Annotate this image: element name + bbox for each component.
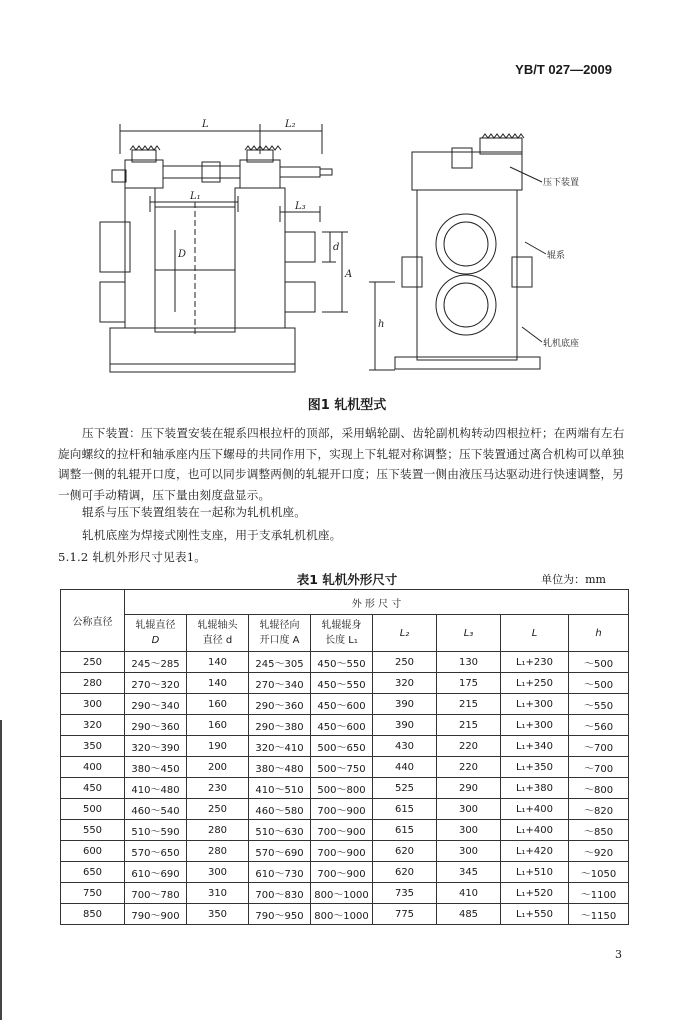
table-cell: 300	[437, 799, 501, 820]
table-cell: 250	[373, 652, 437, 673]
table-cell: 700～900	[311, 820, 373, 841]
table-cell: 570～650	[125, 841, 187, 862]
right-gearbox	[240, 160, 280, 188]
table-cell: 200	[187, 757, 249, 778]
table-cell: 290～380	[249, 715, 311, 736]
table-row	[61, 841, 629, 862]
upper-roll	[436, 214, 496, 274]
table-cell: 390	[373, 715, 437, 736]
table-cell: L₁+550	[501, 904, 569, 925]
label-L2: L₂	[285, 119, 296, 130]
table-cell: 700～900	[311, 841, 373, 862]
table-cell: 500～750	[311, 757, 373, 778]
table-cell: 280	[187, 841, 249, 862]
table-cell: 175	[437, 673, 501, 694]
table-row	[61, 904, 629, 925]
clause-5-1-2: 5.1.2 轧机外形尺寸见表1。	[58, 550, 207, 564]
table-cell: ～500	[569, 673, 629, 694]
table-cell: 850	[61, 904, 125, 925]
column-header: L₃	[437, 615, 501, 652]
table-cell: 220	[437, 736, 501, 757]
column-header: 轧辊径向 开口度 A	[249, 615, 311, 652]
table-cell: L₁+300	[501, 694, 569, 715]
column-header: 轧辊直径 D	[125, 615, 187, 652]
table-cell: 270～340	[249, 673, 311, 694]
table-cell: 570～690	[249, 841, 311, 862]
table-cell: 610～730	[249, 862, 311, 883]
table-cell: 160	[187, 715, 249, 736]
table-cell: 600	[61, 841, 125, 862]
column-header-row	[61, 615, 629, 652]
paragraph-mill-base: 轧机底座为焊接式刚性支座，用于支承轧机机座。	[82, 528, 342, 542]
label-L1: L₁	[190, 191, 201, 202]
table-row	[61, 820, 629, 841]
table-cell: 290～360	[125, 715, 187, 736]
table-row	[61, 883, 629, 904]
table-row	[61, 862, 629, 883]
table-cell: 230	[187, 778, 249, 799]
column-header: h	[569, 615, 629, 652]
column-header: 轧辊轴头 直径 d	[187, 615, 249, 652]
label-L: L	[202, 119, 209, 130]
table-cell: 440	[373, 757, 437, 778]
table-row	[61, 694, 629, 715]
table-cell: 290	[437, 778, 501, 799]
figure-caption: 图1 轧机型式	[307, 398, 387, 413]
table-cell: 460～540	[125, 799, 187, 820]
table-cell: 800～1000	[311, 883, 373, 904]
table-cell: ～700	[569, 757, 629, 778]
table-cell: 430	[373, 736, 437, 757]
table-row	[61, 799, 629, 820]
table-cell: 460～580	[249, 799, 311, 820]
table-cell: 320～390	[125, 736, 187, 757]
label-h: h	[378, 319, 385, 330]
column-header: L₂	[373, 615, 437, 652]
table-cell: 510～630	[249, 820, 311, 841]
table-cell: 300	[437, 820, 501, 841]
table-cell: 320	[373, 673, 437, 694]
table-cell: 615	[373, 820, 437, 841]
table-cell: 290～360	[249, 694, 311, 715]
table-cell: 350	[187, 904, 249, 925]
table-row	[61, 715, 629, 736]
table-cell: 735	[373, 883, 437, 904]
table-cell: 280	[187, 820, 249, 841]
table-cell: 390	[373, 694, 437, 715]
table-cell: 650	[61, 862, 125, 883]
table-cell: 280	[61, 673, 125, 694]
label-d: d	[333, 242, 340, 253]
table-cell: 190	[187, 736, 249, 757]
table-cell: 790～900	[125, 904, 187, 925]
table-cell: ～820	[569, 799, 629, 820]
table-cell: ～700	[569, 736, 629, 757]
table-row	[61, 778, 629, 799]
table-cell: ～500	[569, 652, 629, 673]
table-row	[61, 673, 629, 694]
table-cell: 700～830	[249, 883, 311, 904]
table-cell: 450～600	[311, 694, 373, 715]
label-L3: L₃	[295, 201, 306, 212]
standard-code: YB/T 027—2009	[515, 62, 612, 77]
table-cell: 450～550	[311, 673, 373, 694]
page-number: 3	[615, 948, 622, 961]
label-press-device: 压下装置	[543, 178, 580, 188]
table-cell: 615	[373, 799, 437, 820]
table-cell: 220	[437, 757, 501, 778]
table-row	[61, 757, 629, 778]
scan-edge-line	[0, 720, 2, 1020]
table-row	[61, 652, 629, 673]
table-cell: 410～480	[125, 778, 187, 799]
label-D: D	[178, 249, 187, 260]
table-cell: L₁+300	[501, 715, 569, 736]
dimension-table	[60, 589, 629, 925]
table-cell: 450～600	[311, 715, 373, 736]
table-cell: 610～690	[125, 862, 187, 883]
table-row	[61, 736, 629, 757]
table-cell: L₁+230	[501, 652, 569, 673]
left-base	[110, 328, 295, 364]
table-cell: 300	[437, 841, 501, 862]
table-cell: 320	[61, 715, 125, 736]
table-cell: L₁+250	[501, 673, 569, 694]
table-cell: 510～590	[125, 820, 187, 841]
table-cell: 700～900	[311, 862, 373, 883]
table-cell: 550	[61, 820, 125, 841]
press-device-front	[412, 152, 522, 190]
table-cell: 140	[187, 673, 249, 694]
column-header: 轧辊辊身 长度 L₁	[311, 615, 373, 652]
table-cell: 500～800	[311, 778, 373, 799]
table-cell: 525	[373, 778, 437, 799]
table-cell: 290～340	[125, 694, 187, 715]
table-cell: L₁+510	[501, 862, 569, 883]
table-cell: ～1050	[569, 862, 629, 883]
table-cell: 345	[437, 862, 501, 883]
table-cell: ～1150	[569, 904, 629, 925]
table-cell: 700～900	[311, 799, 373, 820]
table-cell: 300	[61, 694, 125, 715]
label-base: 轧机底座	[543, 339, 580, 349]
table-title: 表1 轧机外形尺寸	[296, 572, 398, 587]
table-cell: 800～1000	[311, 904, 373, 925]
table-cell: 245～285	[125, 652, 187, 673]
table-cell: ～1100	[569, 883, 629, 904]
table-cell: L₁+380	[501, 778, 569, 799]
right-housing	[235, 188, 285, 328]
table-cell: 500～650	[311, 736, 373, 757]
header-outline-dimensions: 外 形 尺 寸	[125, 590, 629, 615]
table-cell: 310	[187, 883, 249, 904]
table-cell: 790～950	[249, 904, 311, 925]
table-cell: 400	[61, 757, 125, 778]
table-cell: 380～450	[125, 757, 187, 778]
table-cell: 250	[187, 799, 249, 820]
rolling-mill-figure	[90, 112, 620, 388]
table-cell: ～920	[569, 841, 629, 862]
label-A: A	[345, 269, 353, 280]
table-cell: 700～780	[125, 883, 187, 904]
table-cell: L₁+400	[501, 820, 569, 841]
column-header: L	[501, 615, 569, 652]
table-cell: 410～510	[249, 778, 311, 799]
table-cell: 300	[187, 862, 249, 883]
table-cell: ～560	[569, 715, 629, 736]
table-cell: 380～480	[249, 757, 311, 778]
table-cell: 450	[61, 778, 125, 799]
table-cell: 450～550	[311, 652, 373, 673]
table-cell: ～800	[569, 778, 629, 799]
table-cell: 250	[61, 652, 125, 673]
table-cell: 620	[373, 841, 437, 862]
table-cell: 485	[437, 904, 501, 925]
table-cell: L₁+340	[501, 736, 569, 757]
table-cell: 160	[187, 694, 249, 715]
table-cell: 775	[373, 904, 437, 925]
table-cell: L₁+350	[501, 757, 569, 778]
table-cell: 320～410	[249, 736, 311, 757]
table-cell: 215	[437, 694, 501, 715]
table-cell: ～550	[569, 694, 629, 715]
left-gearbox	[125, 160, 163, 188]
header-nominal-diameter: 公称直径	[61, 590, 125, 652]
paragraph-mill-stand: 辊系与压下装置组装在一起称为轧机机座。	[82, 505, 307, 519]
table-cell: 215	[437, 715, 501, 736]
table-cell: L₁+520	[501, 883, 569, 904]
label-roll-system: 辊系	[547, 251, 566, 261]
table-cell: 140	[187, 652, 249, 673]
lower-roll	[436, 275, 496, 335]
table-cell: 270～320	[125, 673, 187, 694]
table-cell: L₁+400	[501, 799, 569, 820]
table-cell: 350	[61, 736, 125, 757]
table-cell: 410	[437, 883, 501, 904]
table-cell: 500	[61, 799, 125, 820]
table-unit: 单位为：mm	[541, 573, 606, 586]
table-cell: ～850	[569, 820, 629, 841]
table-cell: L₁+420	[501, 841, 569, 862]
paragraph-press-device: 压下装置：压下装置安装在辊系四根拉杆的顶部，采用蜗轮副、齿轮副机构转动四根拉杆；在两端有左右旋向螺纹的拉杆和轴承座内压下螺母的共同作用下，实现上下轧辊对称调整；压下装置通过离合机构可以单独调整一侧的轧辊开口度，也可以同步调整两侧的轧辊开口度；压下装置一侧由液压马达驱动进行快速调整，另一侧可手动精调，压下量由刻度盘显示。	[58, 426, 625, 502]
table-cell: 620	[373, 862, 437, 883]
table-cell: 245～305	[249, 652, 311, 673]
table-cell: 130	[437, 652, 501, 673]
table-cell: 750	[61, 883, 125, 904]
